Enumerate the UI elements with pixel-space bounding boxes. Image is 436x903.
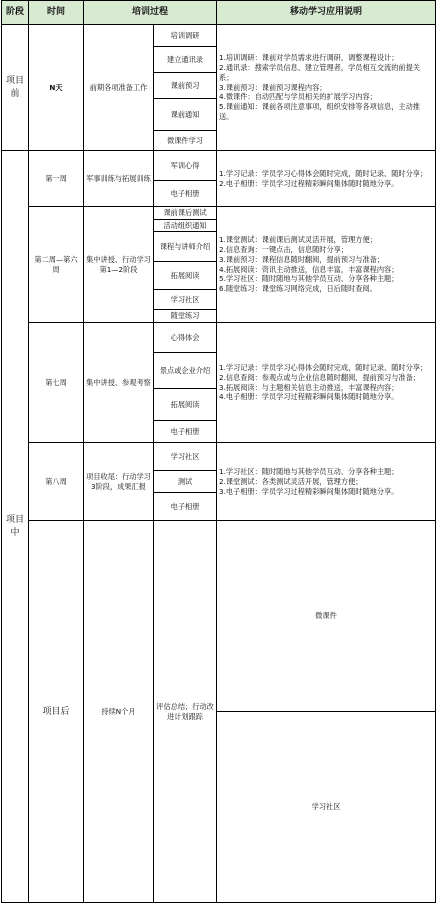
w7-process: 集中讲授、参观考察 <box>84 323 154 443</box>
table-row <box>2 521 436 712</box>
w7-desc-line: 1.学习记录：学员学习心得体会随时完成，随时记录、随时分享； <box>219 363 428 373</box>
w2-desc-line: 2.信息查询：一键点击，信息随时分享； <box>219 245 349 255</box>
w2-item: 课前课后测试 <box>154 207 217 220</box>
w2-item: 课程与讲师介绍 <box>154 232 217 262</box>
pre-desc-line: 2.通讯录：搜索学员信息、建立管理者，学员相互交流的前提关系； <box>219 63 420 82</box>
w7-description <box>217 323 436 443</box>
w1-time: 第一周 <box>29 151 84 207</box>
w2-item: 拓展阅读 <box>154 262 217 290</box>
w2-process: 集中讲授、行动学习第1—2阶段 <box>84 207 154 323</box>
pre-time: N天 <box>29 25 84 151</box>
post-item: 学习社区 <box>217 712 436 903</box>
w7-item: 电子相册 <box>154 421 217 443</box>
w7-item: 心得体会 <box>154 323 217 353</box>
w7-item: 拓展阅读 <box>154 389 217 421</box>
w8-process: 项目收尾：行动学习3阶段，成果汇报 <box>84 443 154 521</box>
w1-process: 军事训练与拓展训练 <box>84 151 154 207</box>
post-process: 评估总结；行动改进计划跟踪 <box>154 521 217 903</box>
table-row <box>2 323 436 353</box>
w8-time: 第八周 <box>29 443 84 521</box>
table-row <box>2 443 436 471</box>
pre-item: 建立通讯录 <box>154 47 217 73</box>
pre-item: 课前预习 <box>154 73 217 99</box>
w8-desc-line: 1.学习社区：随时随地与其他学员互动、分享各种主题； <box>219 467 399 477</box>
w2-desc-line: 6.随堂练习：课堂练习网络完成，日后随时查阅。 <box>219 284 377 294</box>
w7-desc-line: 4.电子相册：学员学习过程精彩瞬间集体随时随地分享。 <box>219 392 399 402</box>
w2-item: 学习社区 <box>154 290 217 310</box>
w1-desc-line: 2.电子相册：学员学习过程精彩瞬间集体随时随地分享。 <box>219 178 399 188</box>
w8-item: 测试 <box>154 471 217 493</box>
w1-desc-line: 1.学习记录：学员学习心得体会随时完成，随时记录、随时分享； <box>219 168 428 178</box>
w2-time: 第二周—第六周 <box>29 207 84 323</box>
table-row <box>2 151 436 181</box>
w8-description <box>217 443 436 521</box>
w1-item: 电子相册 <box>154 181 217 207</box>
w7-desc-line: 3.拓展阅读：与主题相关信息主动推送，丰富课程内容； <box>219 382 399 392</box>
w8-desc-line: 2.课堂测试：各类测试灵活开展，管理方便； <box>219 476 363 486</box>
w2-desc-line: 3.课前预习：课程信息随时翻阅，提前预习与准备； <box>219 254 385 264</box>
pre-process: 前期各项准备工作 <box>84 25 154 151</box>
w1-description <box>217 151 436 207</box>
w2-desc-line: 5.学习社区：随时随地与其他学员互动、分享各种主题； <box>219 274 399 284</box>
w8-item: 电子相册 <box>154 493 217 521</box>
w1-item: 军训心得 <box>154 151 217 181</box>
post-time: 持续N个月 <box>84 521 154 903</box>
table-row <box>2 207 436 220</box>
stage-mid: 项目中 <box>2 151 29 903</box>
post-item: 微课件 <box>217 521 436 712</box>
stage-post: 项目后 <box>29 521 84 903</box>
w2-description <box>217 207 436 323</box>
header-row <box>2 1 436 25</box>
pre-desc-line: 5.课前通知：课前各项注意事项，组织安排等各项信息，主动推送。 <box>219 102 420 121</box>
w2-desc-line: 4.拓展阅读：资讯主动推送，信息丰富，丰富课程内容； <box>219 264 399 274</box>
table-row <box>2 25 436 47</box>
w7-item: 景点或企业介绍 <box>154 353 217 389</box>
pre-desc-line: 3.课前预习：课前预习课程内容； <box>219 82 327 92</box>
w8-desc-line: 3.电子相册：学员学习过程精彩瞬间集体随时随地分享。 <box>219 486 399 496</box>
w8-item: 学习社区 <box>154 443 217 471</box>
pre-desc-line: 4.微课件：自动匹配与学员相关的扩展学习内容； <box>219 92 377 102</box>
w2-item: 活动组织通知 <box>154 219 217 232</box>
w2-item: 随堂练习 <box>154 310 217 323</box>
pre-item: 培训调研 <box>154 25 217 47</box>
pre-item: 课前通知 <box>154 99 217 131</box>
training-plan-table <box>1 0 436 903</box>
header-description: 移动学习应用说明 <box>217 1 436 25</box>
w7-desc-line: 2.信息查阅：参观点或与企业信息随时翻阅，提前预习与准备； <box>219 372 420 382</box>
header-time: 时间 <box>29 1 84 25</box>
pre-item: 微课件学习 <box>154 131 217 151</box>
header-process: 培训过程 <box>84 1 217 25</box>
pre-description <box>217 25 436 151</box>
header-stage: 阶段 <box>2 1 29 25</box>
w2-desc-line: 1.课堂测试：课前课后测试灵活开展，管理方便； <box>219 235 377 245</box>
stage-pre: 项目前 <box>2 25 29 151</box>
w7-time: 第七周 <box>29 323 84 443</box>
pre-desc-line: 1.培训调研：课前对学员需求进行调研，调整课程设计； <box>219 53 399 63</box>
